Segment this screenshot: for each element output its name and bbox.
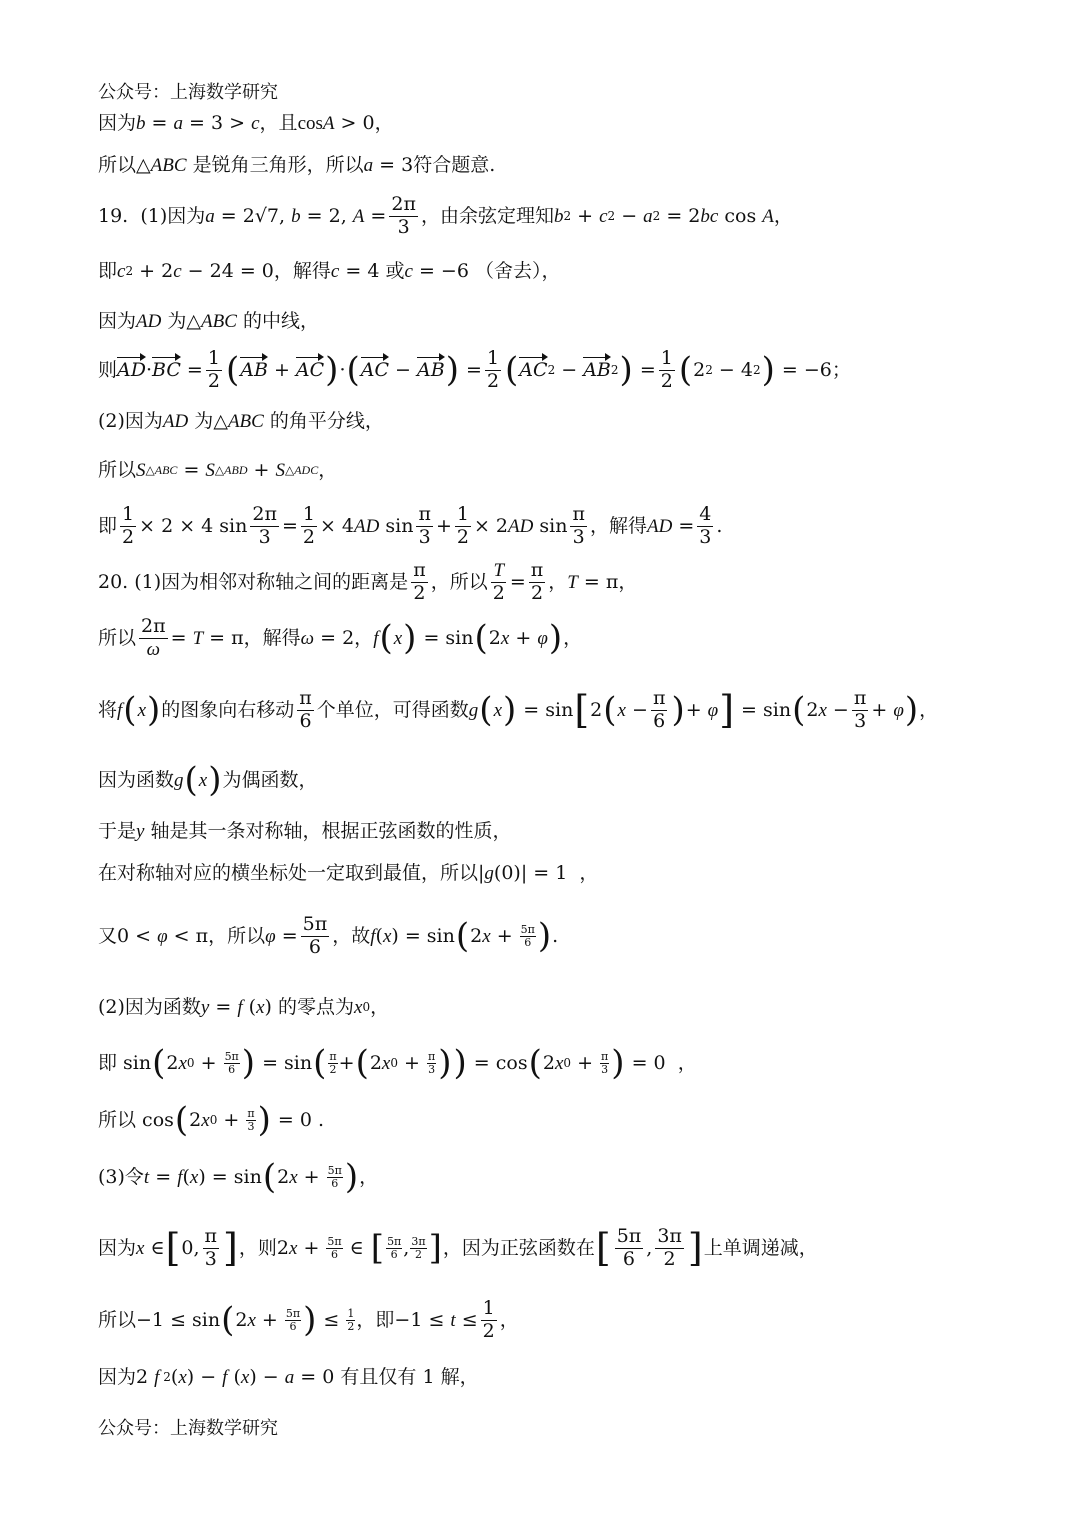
text-line: (3)令 t = f ( x ) = sin ( 2 x + 5π 6 ) ， bbox=[98, 1157, 379, 1197]
text-line: 因为函数 g ( x ) 为偶函数， bbox=[98, 760, 318, 800]
text-line: 将 f ( x ) 的图象向右移动 $\frac{\pi}{6}$ 个单位，可得函数 g ( x ) = sin [ 2 ( x − $\frac{\pi}{6}$ ) + φ ] = sin ( 2 x − $\frac{\pi}{3}$ + φ ) ， bbox=[98, 686, 939, 732]
text-line: 20. (1)因为相邻对称轴之间的距离是 $\frac{\pi}{2}$ ， 所以 $\frac{T}{2}$ = $\frac{\pi}{2}$ ， T = π， bbox=[98, 558, 638, 604]
header-watermark: 公众号：上海数学研究 bbox=[98, 82, 278, 103]
text-line: 即 sin ( 2 x 0 + 5π 6 ) = sin ( π 2 + ( 2 x 0 + π 3 ) ) = cos ( 2 x 0 + π 3 ) = 0 ， bbox=[98, 1043, 697, 1083]
text-line: 因为 b = a = 3 > c ，且 cos A > 0， bbox=[98, 111, 394, 134]
footer-watermark: 公众号：上海数学研究 bbox=[98, 1418, 278, 1439]
text-line: 在对称轴对应的横坐标处一定取到最值，所以 | g (0)| = 1 ， bbox=[98, 861, 599, 884]
text-line: 因为 x ∈ [ 0, $\frac{\pi}{3}$ ] ，则 2 x + 5π 6 ∈ [ 5π 6 , 3π 2 ] ，因为正弦函数在 [ $\frac{5\pi}{6}$ , $\frac{3\pi}{2}$ ] 上单调递减， bbox=[98, 1224, 818, 1270]
text-line: 即 c 2 + 2 c − 24 = 0 ，解得 c = 4 或 c = −6 （舍去）， bbox=[98, 259, 561, 282]
text-line: 所以 S △ABC = S △ABD + S △ADC ， bbox=[98, 458, 338, 481]
text-line: 所以 cos ( 2 x 0 + π 3 ) = 0 . bbox=[98, 1100, 324, 1140]
text-line: (2)因为 AD 为 △ ABC 的角平分线， bbox=[98, 409, 384, 432]
text-line: 所以 −1 ≤ sin ( 2 x + 5π 6 ) ≤ 1 2 ，即 −1 ≤ t ≤ $\frac{1}{2}$ ， bbox=[98, 1296, 519, 1342]
text-line: (2)因为函数 y = f ( x ) 的零点为 x 0 ， bbox=[98, 995, 390, 1018]
text-line: 19. (1)因为 a = 2√7, b = 2, A = $\frac{2\pi}{3}$ ，由余弦定理知 b 2 + c 2 − a 2 = 2 bc cos A ， bbox=[98, 192, 793, 238]
text-line: 则 AD · BC = $\frac{1}{2}$ ( AB + AC ) · ( AC − AB ) = $\frac{1}{2}$ ( AC 2 − AB 2 ) = $\frac{1}{2}$ ( 2 2 − 4 2 ) = −6； bbox=[98, 346, 851, 392]
text-line: 又 0 < φ < π ， 所以 φ = $\frac{5\pi}{6}$ ，故 f ( x ) = sin ( 2 x + 5π 6 ) . bbox=[98, 912, 559, 958]
text-line: 即 $\frac{1}{2}$ × 2 × 4 sin $\frac{2\pi}{3}$ = $\frac{1}{2}$ × 4 AD sin $\frac{\pi}{3}$ + $\frac{1}{2}$ × 2 AD sin $\frac{\pi}{3}$ ，解得 AD = $\frac{4}{3}$ . bbox=[98, 502, 723, 548]
text-line: 所以 △ ABC 是锐角三角形，所以 a = 3 符合题意. bbox=[98, 153, 496, 176]
text-line: 所以 $\frac{2\pi}{\omega}$ = T = π ，解得 ω = 2 ， f ( x ) = sin ( 2 x + φ ) ， bbox=[98, 614, 583, 660]
text-line: 于是 y 轴是其一条对称轴，根据正弦函数的性质， bbox=[98, 819, 512, 842]
text-line: 因为 AD 为 △ ABC 的中线， bbox=[98, 309, 319, 332]
text-line: 因为 2 f 2 ( x ) − f ( x ) − a = 0 有且仅有 1 解， bbox=[98, 1365, 479, 1388]
